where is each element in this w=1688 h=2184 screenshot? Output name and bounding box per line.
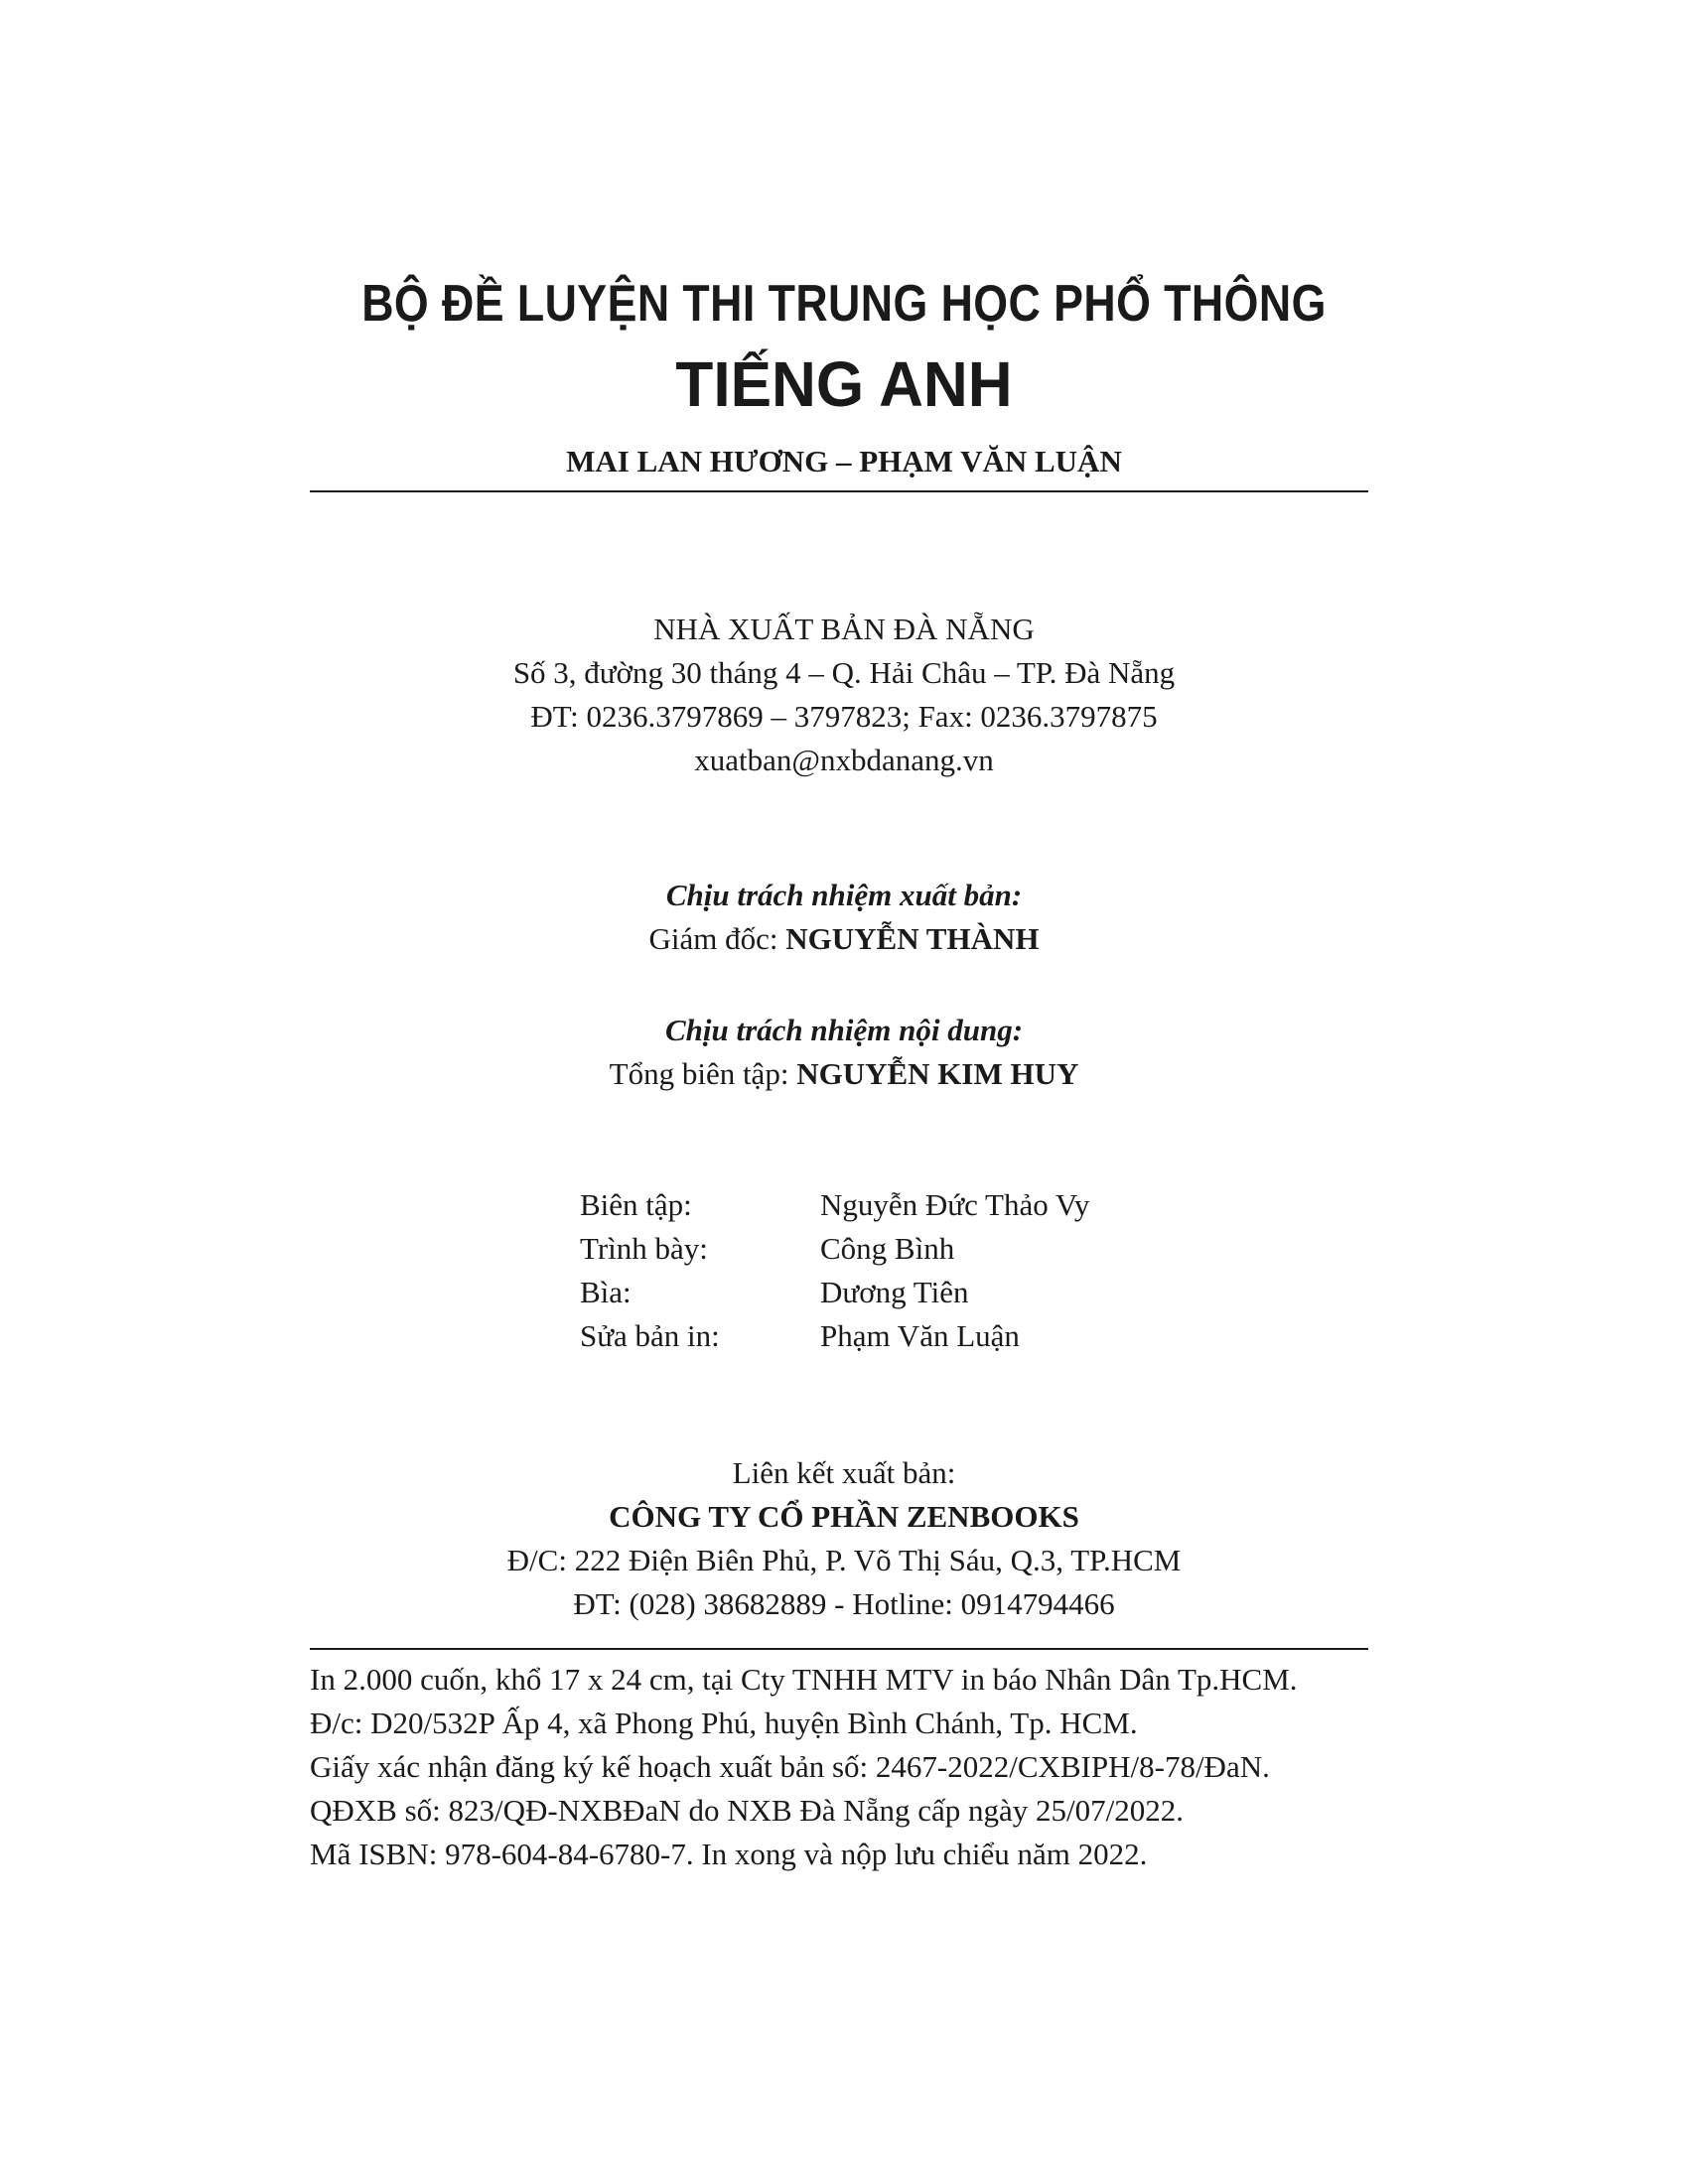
responsible-publishing-heading: Chịu trách nhiệm xuất bản:: [665, 878, 1023, 912]
association-block: [0, 1451, 1688, 1626]
responsible-content-person: NGUYỄN KIM HUY: [796, 1056, 1079, 1091]
staff-row: [580, 1227, 1089, 1271]
responsible-content-heading: Chịu trách nhiệm nội dung:: [664, 1013, 1024, 1047]
responsible-publishing-role: Giám đốc:: [648, 921, 786, 956]
staff-person: Dương Tiên: [820, 1275, 969, 1309]
publisher-address: Số 3, đường 30 tháng 4 – Q. Hải Châu – TP. Đà Nẵng: [512, 655, 1176, 690]
imprint-line: Đ/c: D20/532P Ấp 4, xã Phong Phú, huyện Bình Chánh, Tp. HCM.: [310, 1706, 1138, 1740]
responsible-publishing-person: NGUYỄN THÀNH: [785, 921, 1040, 956]
responsible-content-role: Tổng biên tập:: [609, 1056, 797, 1091]
imprint-line: Giấy xác nhận đăng ký kế hoạch xuất bản số: 2467-2022/CXBIPH/8-78/ĐaN.: [310, 1749, 1270, 1784]
publisher-email: xuatban@nxbdanang.vn: [694, 743, 994, 777]
publisher-name: NHÀ XUẤT BẢN ĐÀ NẴNG: [653, 612, 1035, 646]
responsible-publishing-line: [0, 917, 1688, 961]
staff-person: Công Bình: [820, 1231, 955, 1266]
responsible-content-line: [0, 1052, 1688, 1096]
staff-row: [580, 1183, 1089, 1227]
responsible-publishing-block: [0, 874, 1688, 961]
association-company: CÔNG TY CỔ PHẦN ZENBOOKS: [609, 1499, 1079, 1534]
imprint-line: In 2.000 cuốn, khổ 17 x 24 cm, tại Cty TNHH MTV in báo Nhân Dân Tp.HCM.: [310, 1662, 1298, 1697]
staff-credits: [580, 1183, 1089, 1358]
bottom-divider: [310, 1648, 1368, 1650]
top-divider: [310, 490, 1368, 492]
book-series-title: BỘ ĐỀ LUYỆN THI TRUNG HỌC PHỔ THÔNG: [361, 275, 1327, 333]
book-subject-title: TIẾNG ANH: [675, 348, 1013, 420]
staff-person: Phạm Văn Luận: [820, 1318, 1020, 1353]
imprint-line: QĐXB số: 823/QĐ-NXBĐaN do NXB Đà Nẵng cấp ngày 25/07/2022.: [310, 1793, 1184, 1828]
responsible-content-block: [0, 1009, 1688, 1096]
staff-row: [580, 1314, 1089, 1358]
staff-role: Biên tập:: [580, 1187, 692, 1222]
staff-role: Trình bày:: [580, 1231, 708, 1266]
staff-person: Nguyễn Đức Thảo Vy: [820, 1187, 1090, 1222]
imprint-block: [310, 1658, 1368, 1876]
association-phone: ĐT: (028) 38682889 - Hotline: 0914794466: [573, 1586, 1115, 1621]
publisher-phone: ĐT: 0236.3797869 – 3797823; Fax: 0236.3797875: [530, 699, 1158, 734]
imprint-line: Mã ISBN: 978-604-84-6780-7. In xong và nộp lưu chiểu năm 2022.: [310, 1837, 1148, 1871]
association-address: Đ/C: 222 Điện Biên Phủ, P. Võ Thị Sáu, Q.3, TP.HCM: [506, 1543, 1182, 1577]
staff-role: Sửa bản in:: [580, 1318, 720, 1353]
association-label: Liên kết xuất bản:: [732, 1455, 956, 1490]
publisher-block: [0, 608, 1688, 782]
book-authors: MAI LAN HƯƠNG – PHẠM VĂN LUẬN: [566, 444, 1122, 478]
staff-row: [580, 1271, 1089, 1314]
staff-role: Bìa:: [580, 1275, 632, 1309]
